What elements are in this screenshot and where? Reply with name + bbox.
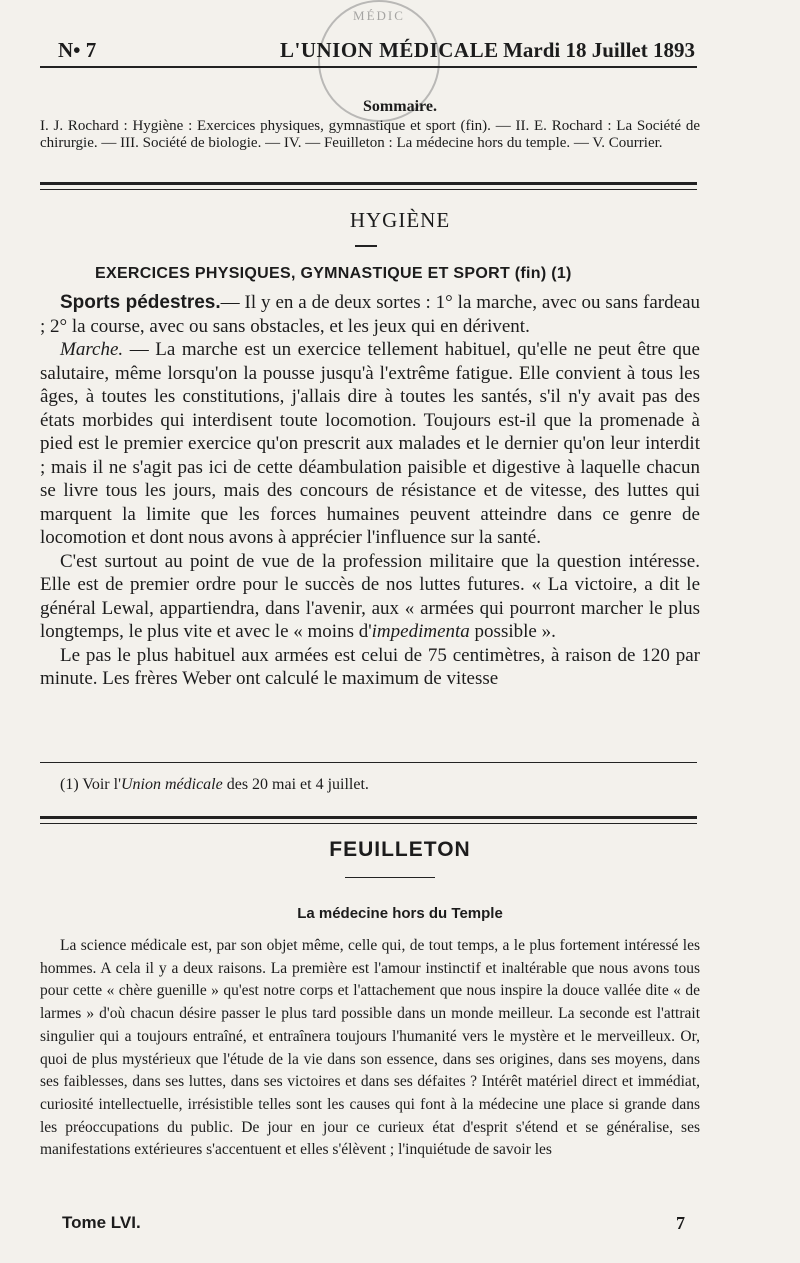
paragraph-text: — La marche est un exercice tellement habituel, qu'elle ne peut être que salutaire, même lorsqu'on la pousse jusqu'à l'extrême fatigue. Elle convient à tous les âges, à toutes les constitutions, j'allais dire à toutes les santés, s'il n'y avait pas des états morbides qui interdisent toute locomotion. Toujours est-il que la promenade à pied est le premier exercice qu'on prescrit aux malades et le dernier qu'on leur interdit ; mais il ne s'agit pas ici de cette déambulation paisible et digestive à laquelle chacun se livre tous les jours, mais des concours de résistance et de vitesse, des luttes qui marquent la limite que les forces humaines peuvent atteindre dans ce genre de locomotion et dont nous avons à apprécier l'influence sur la santé.	[40, 339, 700, 548]
sommaire-title: Sommaire.	[363, 98, 437, 115]
feuilleton-subtitle: La médecine hors du Temple	[297, 905, 503, 922]
article-body	[40, 291, 700, 691]
issue-number: N• 7	[58, 38, 97, 62]
paragraph	[40, 338, 700, 550]
footnote-rule	[40, 762, 697, 763]
footnote-text: des 20 mai et 4 juillet.	[222, 776, 369, 793]
feuilleton-title: FEUILLETON	[329, 838, 471, 861]
paragraph-italic: impedimenta	[371, 621, 470, 642]
paragraph-text: — Il y en a de deux sortes : 1° la marche, avec ou sans fardeau ; 2° la course, avec ou sans obstacles, et les jeux qui en dérivent.	[40, 292, 701, 337]
issue-date: Mardi 18 Juillet 1893	[503, 38, 695, 62]
paragraph-lead: Sports pédestres.	[60, 292, 221, 313]
page-number: 7	[676, 1213, 685, 1233]
paragraph	[40, 550, 700, 644]
stamp-text: MÉDIC	[353, 8, 405, 23]
feuilleton-rule	[345, 877, 435, 878]
sommaire-text: I. J. Rochard : Hygiène : Exercices physiques, gymnastique et sport (fin). — II. E. Rochard : La Société de chirurgie. — III. Société de biologie. — IV. — Feuilleton : La médecine hors du temple. — V. Courrier.	[40, 118, 700, 151]
section-short-rule	[355, 245, 377, 247]
article-title: EXERCICES PHYSIQUES, GYMNASTIQUE ET SPORT (fin) (1)	[95, 265, 572, 282]
paragraph	[40, 644, 700, 691]
section-title-hygiene: HYGIÈNE	[349, 208, 451, 232]
paragraph-text: possible ».	[469, 621, 556, 642]
paragraph-text: C'est surtout au point de vue de la profession militaire que la question intéresse. Elle est de premier ordre pour le succès de nos luttes futures. « La victoire, a dit le général Lewal, appartiendra, dans l'avenir, aux « armées qui pourront marcher le plus longtemps, le plus vite et avec le « moins d'	[40, 550, 700, 642]
feuilleton-body	[40, 935, 700, 1162]
section-divider	[40, 182, 697, 190]
volume-label: Tome LVI.	[62, 1213, 141, 1232]
paragraph: La science médicale est, par son objet même, celle qui, de tout temps, a le plus fortement intéressé les hommes. A cela il y a deux raisons. La première est l'amour instinctif et inaltérable que nous avons tous pour cette « chère guenille » qu'est notre corps et l'attachement que nous inspire la douce vallée dite « de larmes » d'où chacun désire passer le plus tard possible dans un monde meilleur. La seconde est l'attrait singulier qui a toujours entraîné, et entraînera toujours l'humanité vers le mystère et le merveilleux. Or, quoi de plus mystérieux que l'étude de la vie dans son essence, dans ses origines, dans ses moyens, dans ses faiblesses, dans ses luttes, dans ses victoires et dans ses défaites ? Intérêt matériel direct et immédiat, curiosité intellectuelle, irrésistible telles sont les causes qui font à la médecine une place si grande dans les préoccupations du public. De jour en jour ce curieux état d'esprit s'étend et se généralise, ses manifestations extérieures s'accentuent et elles s'élèvent ; l'inquiétude de savoir les	[40, 937, 700, 1159]
feuilleton-divider	[40, 816, 697, 824]
paragraph-text: Le pas le plus habituel aux armées est celui de 75 centimètres, à raison de 120 par minute. Les frères Weber ont calculé le maximum de vitesse	[40, 644, 700, 689]
journal-title: L'UNION MÉDICALE	[280, 38, 499, 62]
header-rule	[40, 66, 697, 68]
paragraph	[40, 291, 700, 338]
footnote-text: (1) Voir l'	[60, 776, 121, 793]
paragraph-lead: Marche.	[60, 339, 124, 360]
footnote	[60, 776, 369, 794]
footnote-italic: Union médicale	[120, 776, 223, 793]
